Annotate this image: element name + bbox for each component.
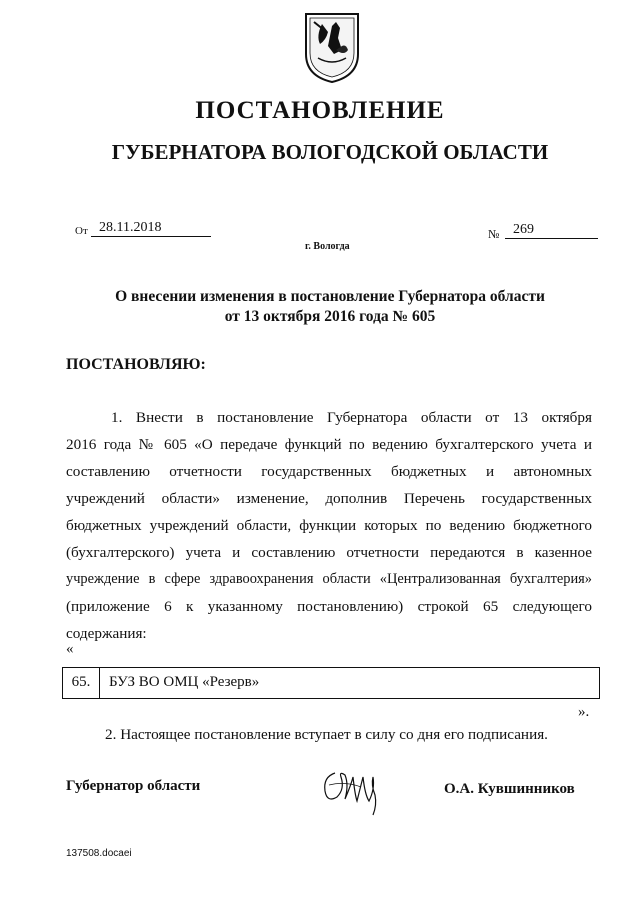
subject-line-2: от 13 октября 2016 года № 605 [224,308,436,325]
paragraph-1-line: (бухгалтерского) учета и составлению отчетности передаются в казенное [66,544,592,561]
subject-line-1: О внесении изменения в постановление Губернатора области [115,288,545,305]
decree-word: ПОСТАНОВЛЯЮ: [66,356,206,373]
city-label: г. Вологда [305,241,350,252]
paragraph-2: 2. Настоящее постановление вступает в силу со дня его подписания. [105,726,548,743]
quote-close: ». [578,704,590,720]
table-row-number: 65. [63,668,100,698]
number-prefix: № [488,227,500,241]
date-prefix: От [75,225,88,237]
file-name: 137508.docaei [66,848,132,859]
paragraph-1-line: содержания: [66,625,147,642]
paragraph-1 [66,404,592,647]
document-date: 28.11.2018 [91,220,211,237]
paragraph-1-line: 2016 года № 605 «О передаче функций по ведению бухгалтерского учета и [66,436,592,453]
paragraph-1-line: составлению отчетности государственных бюджетных и автономных [66,463,592,480]
document-subtitle: ГУБЕРНАТОРА ВОЛОГОДСКОЙ ОБЛАСТИ [111,140,549,164]
document-title: ПОСТАНОВЛЕНИЕ [195,97,445,124]
handwritten-signature [315,755,390,820]
table-row-name: БУЗ ВО ОМЦ «Резерв» [109,674,260,690]
paragraph-1-line: учреждений области» изменение, дополнив Перечень государственных [66,490,592,507]
paragraph-1-line: учреждение в сфере здравоохранения области «Централизованная бухгалтерия» [66,571,592,587]
coat-of-arms-emblem [302,10,362,85]
signatory-name: О.А. Кувшинников [444,781,575,797]
paragraph-1-line: бюджетных учреждений области, функции которых по ведению бюджетного [66,517,592,534]
paragraph-1-line: (приложение 6 к указанному постановлению) строкой 65 следующего [66,598,592,615]
document-number: 269 [505,222,598,239]
quote-open: « [66,641,74,657]
document-subject [100,287,560,327]
paragraph-1-line: 1. Внести в постановление Губернатора области от 13 октября [111,409,592,426]
signatory-position: Губернатор области [66,778,201,794]
amendment-table [62,667,600,699]
